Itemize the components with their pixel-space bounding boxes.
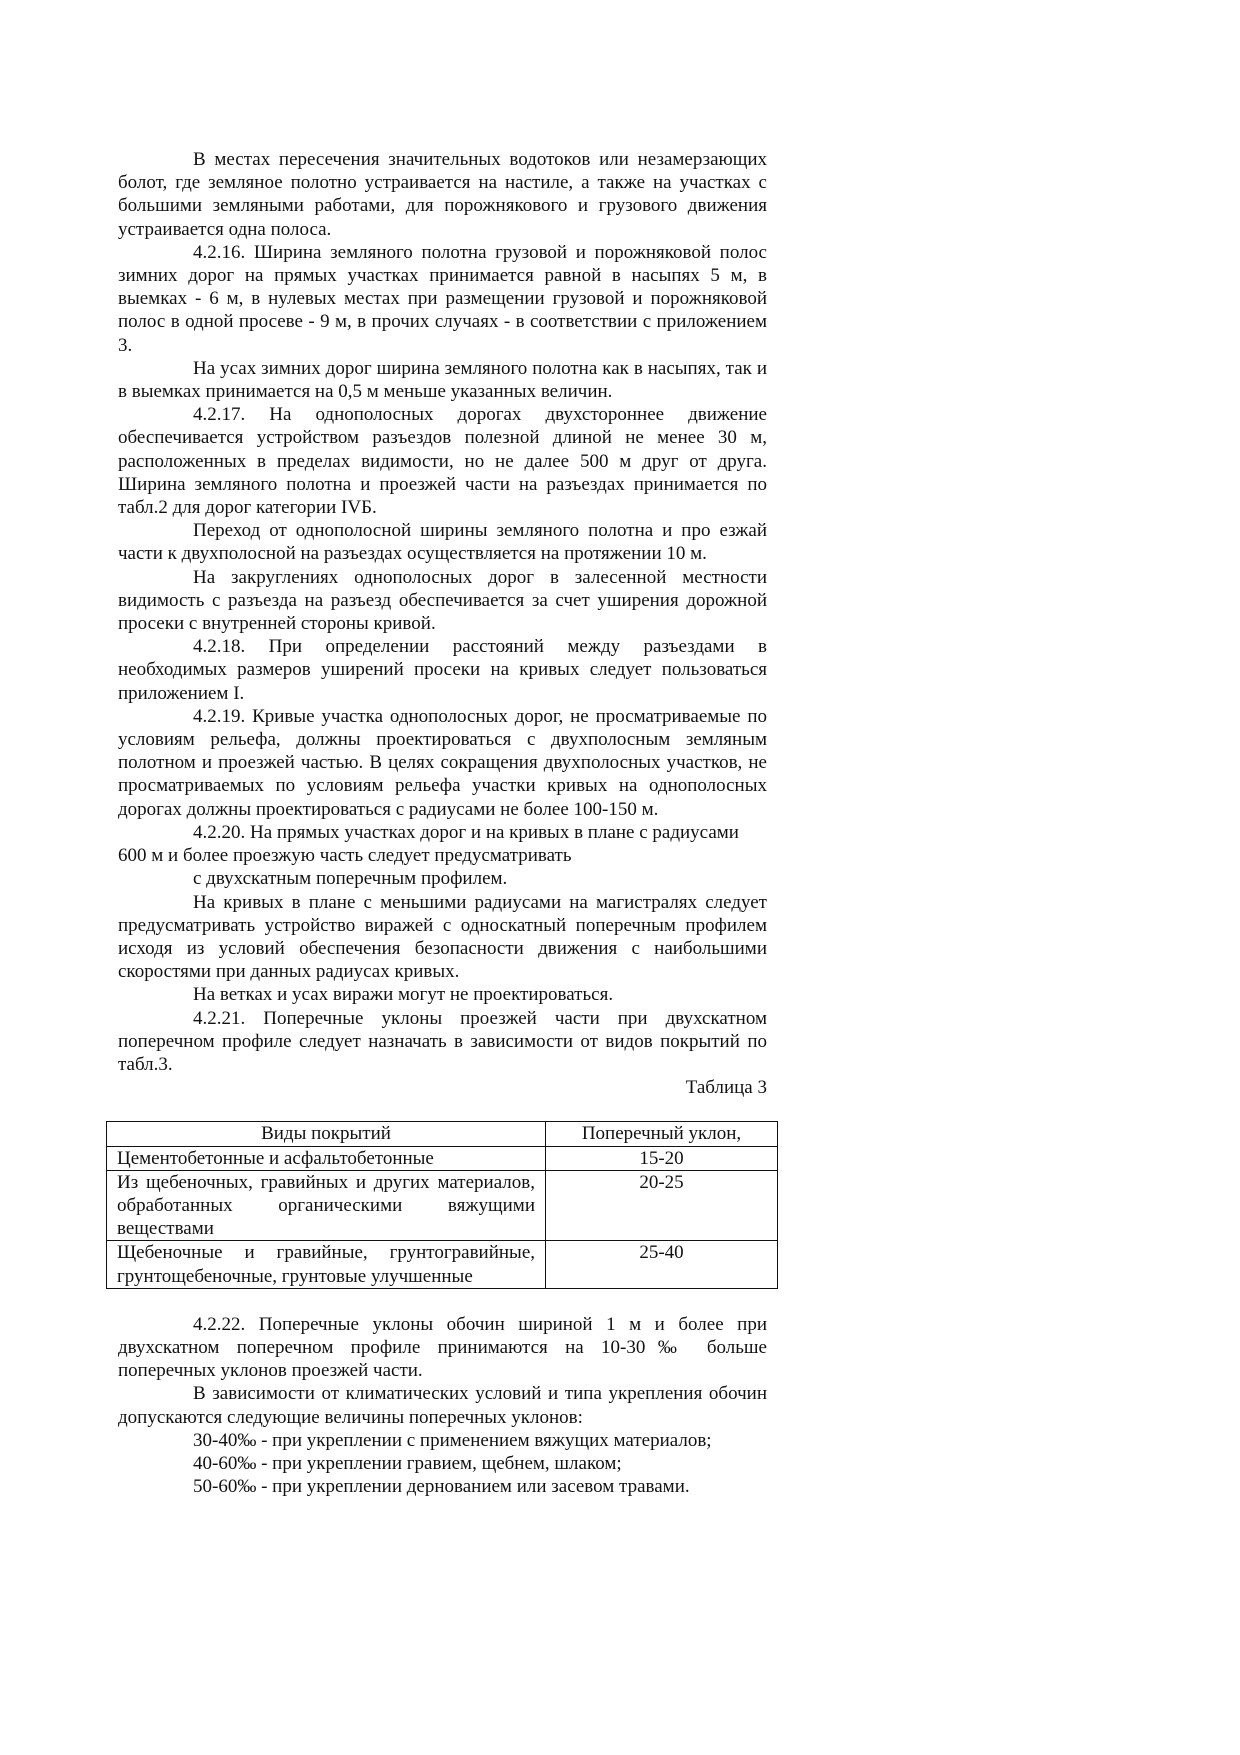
table-cell-kind: Щебеночные и гравийные, грунтогравийные, грунтощебеночные, грунтовые улучшенные — [107, 1241, 546, 1288]
list-item-binders: 30-40‰ - при укреплении с применением вяжущих материалов; — [193, 1429, 712, 1451]
table-cell-kind: Из щебеночных, гравийных и других материалов, обработанных органическими вяжущими веществами — [107, 1170, 546, 1241]
table-row — [107, 1241, 778, 1288]
table-header-row — [107, 1122, 778, 1146]
paragraph-superelevation: На кривых в плане с меньшими радиусами на магистралях следует предусматривать устройство виражей с односкатный поперечным профилем исходя из условий обеспечения безопасности движения с наибольшими скоростями при данных радиусах кривых. — [118, 891, 767, 983]
table-header-kind: Виды покрытий — [107, 1122, 546, 1146]
paragraph-4-2-16: 4.2.16. Ширина земляного полотна грузовой и порожняковой полос зимних дорог на прямых участках принимается равной в насыпях 5 м, в выемках - 6 м, в нулевых местах при размещении грузовой и порожняковой полос в одной просеве - 9 м, в прочих случаях - в соответствии с приложением 3. — [118, 241, 767, 356]
paragraph-4-2-20-continued: с двухскатным поперечным профилем. — [193, 868, 508, 890]
paragraph-shoulder-conditions: В зависимости от климатических условий и типа укрепления обочин допускаются следующие величины поперечных уклонов: — [118, 1383, 767, 1428]
paragraph-4-2-19: 4.2.19. Кривые участка однополосных дорог, не просматриваемые по условиям рельефа, должны проектироваться с двухполосным земляным полотном и проезжей частью. В целях сокращения двухполосных участков, не просматриваемых по условиям рельефа участки кривых на однополосных дорогах должны проектироваться с радиусами не более 100-150 м. — [118, 705, 767, 820]
table-cell-slope: 15-20 — [546, 1146, 778, 1170]
paragraph-usah-width: На усах зимних дорог ширина земляного полотна как в насыпях, так и в выемках принимается на 0,5 м меньше указанных величин. — [118, 357, 767, 403]
paragraph-4-2-21: 4.2.21. Поперечные уклоны проезжей части при двухскатном поперечном профиле следует назначать в зависимости от видов покрытий по табл.3. — [118, 1007, 767, 1075]
paragraph-crossings: В местах пересечения значительных водотоков или незамерзающих болот, где земляное полотно устраивается на настиле, а также на участках с большими земляными работами, для порожнякового и грузового движения устраивается одна полоса. — [118, 149, 767, 240]
paragraph-transition: Переход от однополосной ширины земляного полотна и про езжай части к двухполосной на разъездах осуществляется на протяжении 10 м. — [118, 520, 767, 565]
list-item-turf: 50-60‰ - при укреплении дернованием или засевом травами. — [193, 1476, 690, 1498]
table-row — [107, 1146, 778, 1170]
paragraph-4-2-20: 4.2.20. На прямых участках дорог и на кривых в плане с радиусами 600 м и более проезжую часть следует предусматривать — [118, 821, 739, 867]
table-cell-kind: Цементобетонные и асфальтобетонные — [107, 1146, 546, 1170]
table-header-slope: Поперечный уклон, — [546, 1122, 778, 1146]
list-item-gravel: 40-60‰ - при укреплении гравием, щебнем, шлаком; — [193, 1452, 622, 1474]
document-page — [118, 148, 767, 1498]
table-cell-slope: 25-40 — [546, 1241, 778, 1288]
table-cell-slope: 20-25 — [546, 1170, 778, 1241]
paragraph-curves-visibility: На закруглениях однополосных дорог в залесенной местности видимость с разъезда на разъезд обеспечивается за счет уширения дорожной просеки с внутренней стороны кривой. — [118, 566, 767, 635]
coatings-slope-table — [106, 1121, 778, 1288]
table-caption: Таблица 3 — [685, 1077, 767, 1099]
paragraph-branches: На ветках и усах виражи могут не проектироваться. — [193, 984, 614, 1006]
paragraph-4-2-17: 4.2.17. На однополосных дорогах двухстороннее движение обеспечивается устройством разъездов полезной длиной не менее 30 м, расположенных в пределах видимости, но не далее 500 м друг от друга. Ширина земляного полотна и проезжей части на разъездах принимается по табл.2 для дорог категории IVБ. — [118, 404, 767, 519]
table-row — [107, 1170, 778, 1241]
post-table-section — [118, 1313, 767, 1499]
paragraph-4-2-22: 4.2.22. Поперечные уклоны обочин шириной 1 м и более при двухскатном поперечном профиле принимаются на 10-30‰ больше поперечных уклонов проезжей части. — [118, 1313, 767, 1382]
paragraph-4-2-18: 4.2.18. При определении расстояний между разъездами в необходимых размеров уширений просеки на кривых следует пользоваться приложением I. — [118, 636, 767, 704]
